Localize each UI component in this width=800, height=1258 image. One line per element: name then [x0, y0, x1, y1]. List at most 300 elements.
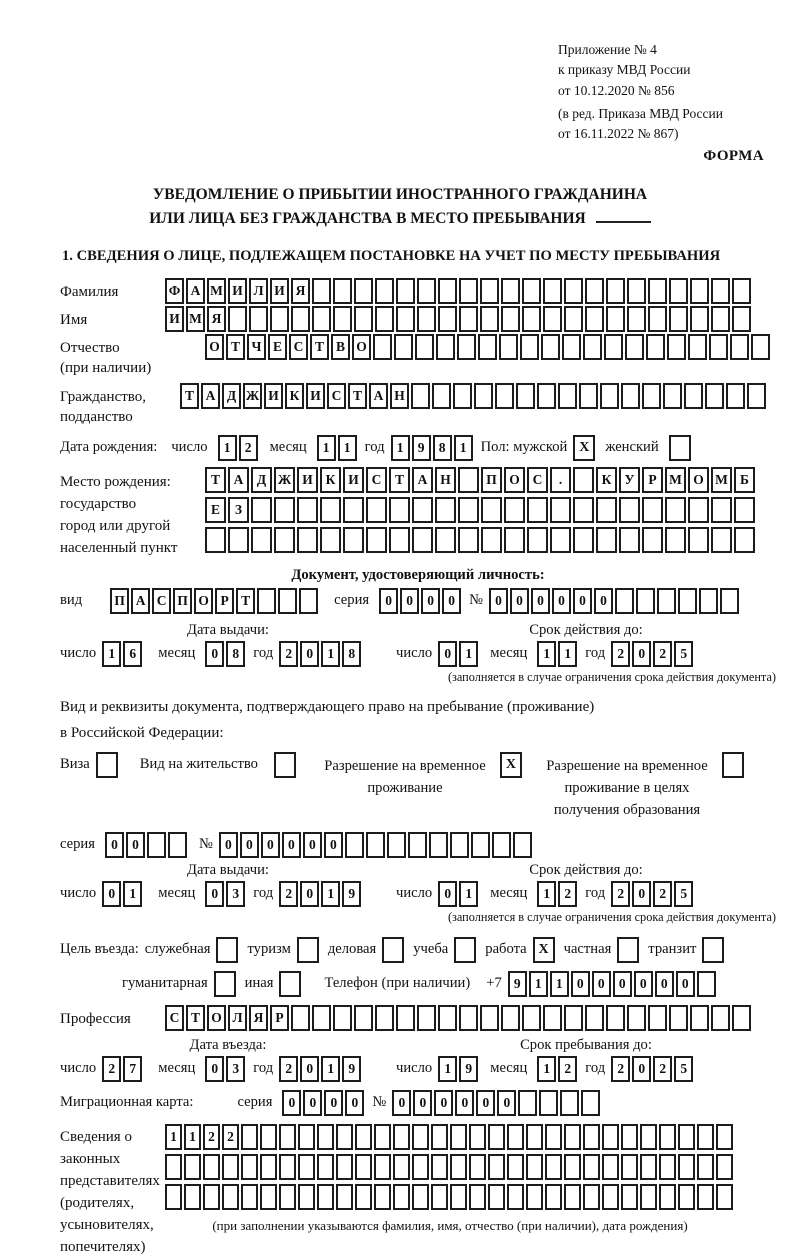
char-cell[interactable] — [697, 1154, 714, 1180]
char-cell[interactable] — [747, 383, 766, 409]
char-cell[interactable] — [333, 1005, 352, 1031]
birth-place-row2-cells[interactable] — [205, 497, 757, 523]
char-cell[interactable] — [438, 1005, 457, 1031]
char-cell[interactable]: 0 — [489, 588, 508, 614]
char-cell[interactable]: 2 — [611, 881, 630, 907]
purpose-tourism-checkbox[interactable] — [297, 937, 319, 963]
char-cell[interactable] — [469, 1184, 486, 1210]
char-cell[interactable] — [469, 1124, 486, 1150]
char-cell[interactable] — [279, 1154, 296, 1180]
char-cell[interactable]: 2 — [279, 641, 298, 667]
char-cell[interactable] — [345, 832, 364, 858]
char-cell[interactable]: 2 — [239, 435, 258, 461]
char-cell[interactable] — [573, 527, 594, 553]
purpose-private-checkbox[interactable] — [617, 937, 639, 963]
char-cell[interactable]: А — [369, 383, 388, 409]
char-cell[interactable]: 1 — [102, 641, 121, 667]
char-cell[interactable]: 0 — [421, 588, 440, 614]
char-cell[interactable] — [543, 306, 562, 332]
char-cell[interactable] — [480, 1005, 499, 1031]
char-cell[interactable]: Р — [270, 1005, 289, 1031]
char-cell[interactable] — [642, 383, 661, 409]
char-cell[interactable]: 9 — [342, 1056, 361, 1082]
char-cell[interactable]: 0 — [632, 641, 651, 667]
char-cell[interactable]: Ч — [247, 334, 266, 360]
char-cell[interactable] — [241, 1124, 258, 1150]
char-cell[interactable]: О — [207, 1005, 226, 1031]
char-cell[interactable]: 8 — [226, 641, 245, 667]
char-cell[interactable] — [526, 1184, 543, 1210]
char-cell[interactable] — [396, 278, 415, 304]
purpose-study-checkbox[interactable] — [454, 937, 476, 963]
char-cell[interactable]: Т — [236, 588, 255, 614]
char-cell[interactable] — [606, 306, 625, 332]
char-cell[interactable] — [459, 278, 478, 304]
char-cell[interactable] — [417, 306, 436, 332]
char-cell[interactable]: 0 — [497, 1090, 516, 1116]
char-cell[interactable] — [581, 1090, 600, 1116]
char-cell[interactable] — [312, 306, 331, 332]
char-cell[interactable] — [583, 1154, 600, 1180]
char-cell[interactable] — [585, 278, 604, 304]
char-cell[interactable]: 1 — [184, 1124, 201, 1150]
char-cell[interactable] — [458, 497, 479, 523]
char-cell[interactable]: Ж — [274, 467, 295, 493]
char-cell[interactable] — [389, 527, 410, 553]
char-cell[interactable] — [642, 527, 663, 553]
char-cell[interactable] — [241, 1154, 258, 1180]
char-cell[interactable] — [716, 1124, 733, 1150]
char-cell[interactable]: А — [228, 467, 249, 493]
char-cell[interactable] — [417, 1005, 436, 1031]
citizenship-cells[interactable] — [180, 383, 768, 409]
char-cell[interactable] — [636, 588, 655, 614]
char-cell[interactable] — [147, 832, 166, 858]
char-cell[interactable] — [203, 1184, 220, 1210]
char-cell[interactable] — [604, 334, 623, 360]
char-cell[interactable]: 8 — [433, 435, 452, 461]
stay-year-cells[interactable] — [611, 1056, 695, 1082]
char-cell[interactable]: 0 — [126, 832, 145, 858]
char-cell[interactable] — [412, 1184, 429, 1210]
char-cell[interactable] — [203, 1154, 220, 1180]
char-cell[interactable] — [374, 1184, 391, 1210]
char-cell[interactable] — [648, 278, 667, 304]
char-cell[interactable]: 0 — [613, 971, 632, 997]
char-cell[interactable]: Т — [226, 334, 245, 360]
char-cell[interactable] — [716, 1184, 733, 1210]
char-cell[interactable]: 0 — [592, 971, 611, 997]
residence-issue-month-cells[interactable] — [205, 881, 247, 907]
char-cell[interactable]: У — [619, 467, 640, 493]
char-cell[interactable]: О — [194, 588, 213, 614]
char-cell[interactable] — [320, 527, 341, 553]
char-cell[interactable]: 9 — [508, 971, 527, 997]
char-cell[interactable]: К — [596, 467, 617, 493]
birth-place-row3-cells[interactable] — [205, 527, 757, 553]
char-cell[interactable] — [585, 306, 604, 332]
char-cell[interactable] — [573, 467, 594, 493]
char-cell[interactable] — [165, 1184, 182, 1210]
char-cell[interactable]: 0 — [552, 588, 571, 614]
char-cell[interactable]: 1 — [454, 435, 473, 461]
char-cell[interactable] — [274, 497, 295, 523]
char-cell[interactable]: Л — [228, 1005, 247, 1031]
char-cell[interactable] — [274, 527, 295, 553]
char-cell[interactable] — [564, 306, 583, 332]
char-cell[interactable] — [480, 306, 499, 332]
char-cell[interactable]: 6 — [123, 641, 142, 667]
char-cell[interactable] — [669, 1005, 688, 1031]
char-cell[interactable]: 1 — [321, 1056, 340, 1082]
char-cell[interactable] — [458, 467, 479, 493]
char-cell[interactable] — [564, 1005, 583, 1031]
char-cell[interactable] — [621, 1124, 638, 1150]
char-cell[interactable]: 2 — [653, 1056, 672, 1082]
char-cell[interactable] — [705, 383, 724, 409]
char-cell[interactable]: М — [186, 306, 205, 332]
char-cell[interactable] — [492, 832, 511, 858]
char-cell[interactable]: 2 — [558, 881, 577, 907]
char-cell[interactable]: Р — [215, 588, 234, 614]
char-cell[interactable] — [526, 1124, 543, 1150]
char-cell[interactable]: 1 — [529, 971, 548, 997]
char-cell[interactable]: Т — [205, 467, 226, 493]
char-cell[interactable] — [688, 527, 709, 553]
char-cell[interactable]: 1 — [218, 435, 237, 461]
char-cell[interactable]: Б — [734, 467, 755, 493]
char-cell[interactable] — [564, 278, 583, 304]
char-cell[interactable] — [688, 497, 709, 523]
char-cell[interactable] — [438, 278, 457, 304]
char-cell[interactable]: 5 — [674, 881, 693, 907]
char-cell[interactable] — [697, 1184, 714, 1210]
char-cell[interactable]: 0 — [676, 971, 695, 997]
char-cell[interactable]: 1 — [165, 1124, 182, 1150]
char-cell[interactable] — [640, 1154, 657, 1180]
char-cell[interactable] — [699, 588, 718, 614]
char-cell[interactable] — [366, 497, 387, 523]
char-cell[interactable]: 1 — [537, 641, 556, 667]
char-cell[interactable] — [374, 1154, 391, 1180]
identity-valid-year-cells[interactable] — [611, 641, 695, 667]
char-cell[interactable] — [697, 1124, 714, 1150]
char-cell[interactable]: С — [152, 588, 171, 614]
char-cell[interactable] — [317, 1184, 334, 1210]
char-cell[interactable] — [518, 1090, 537, 1116]
char-cell[interactable] — [619, 497, 640, 523]
char-cell[interactable] — [602, 1154, 619, 1180]
char-cell[interactable] — [711, 1005, 730, 1031]
profession-cells[interactable] — [165, 1005, 753, 1031]
char-cell[interactable]: 0 — [240, 832, 259, 858]
char-cell[interactable]: Д — [251, 467, 272, 493]
char-cell[interactable] — [627, 278, 646, 304]
char-cell[interactable] — [278, 588, 297, 614]
char-cell[interactable] — [354, 306, 373, 332]
char-cell[interactable] — [602, 1184, 619, 1210]
char-cell[interactable]: К — [320, 467, 341, 493]
char-cell[interactable] — [606, 1005, 625, 1031]
char-cell[interactable] — [537, 383, 556, 409]
char-cell[interactable] — [355, 1154, 372, 1180]
char-cell[interactable] — [375, 1005, 394, 1031]
char-cell[interactable] — [678, 1184, 695, 1210]
temp-residence-permit-checkbox[interactable]: X — [500, 752, 522, 778]
char-cell[interactable] — [297, 527, 318, 553]
char-cell[interactable] — [499, 334, 518, 360]
char-cell[interactable] — [393, 1124, 410, 1150]
char-cell[interactable] — [435, 497, 456, 523]
char-cell[interactable] — [355, 1184, 372, 1210]
char-cell[interactable] — [184, 1154, 201, 1180]
char-cell[interactable] — [396, 306, 415, 332]
char-cell[interactable] — [450, 832, 469, 858]
char-cell[interactable] — [435, 527, 456, 553]
representatives-row3-cells[interactable] — [165, 1184, 735, 1210]
char-cell[interactable]: 0 — [632, 881, 651, 907]
char-cell[interactable] — [205, 527, 226, 553]
birth-place-row1-cells[interactable] — [205, 467, 757, 493]
entry-month-cells[interactable] — [205, 1056, 247, 1082]
char-cell[interactable] — [375, 278, 394, 304]
char-cell[interactable] — [478, 334, 497, 360]
char-cell[interactable] — [545, 1124, 562, 1150]
char-cell[interactable]: 2 — [611, 1056, 630, 1082]
char-cell[interactable]: И — [297, 467, 318, 493]
doc-series-cells[interactable] — [379, 588, 463, 614]
char-cell[interactable] — [659, 1124, 676, 1150]
char-cell[interactable]: 1 — [391, 435, 410, 461]
char-cell[interactable]: 0 — [379, 588, 398, 614]
char-cell[interactable] — [522, 278, 541, 304]
char-cell[interactable] — [504, 527, 525, 553]
migration-number-cells[interactable] — [392, 1090, 602, 1116]
char-cell[interactable] — [480, 278, 499, 304]
char-cell[interactable] — [228, 527, 249, 553]
char-cell[interactable]: 0 — [282, 832, 301, 858]
char-cell[interactable]: О — [352, 334, 371, 360]
char-cell[interactable] — [343, 497, 364, 523]
char-cell[interactable] — [543, 1005, 562, 1031]
char-cell[interactable]: О — [205, 334, 224, 360]
char-cell[interactable]: С — [527, 467, 548, 493]
char-cell[interactable]: 1 — [321, 641, 340, 667]
char-cell[interactable] — [711, 278, 730, 304]
char-cell[interactable]: 0 — [413, 1090, 432, 1116]
char-cell[interactable] — [431, 1124, 448, 1150]
char-cell[interactable]: 0 — [345, 1090, 364, 1116]
char-cell[interactable] — [573, 497, 594, 523]
char-cell[interactable] — [621, 1154, 638, 1180]
char-cell[interactable] — [412, 497, 433, 523]
char-cell[interactable] — [457, 334, 476, 360]
char-cell[interactable] — [394, 334, 413, 360]
char-cell[interactable] — [355, 1124, 372, 1150]
char-cell[interactable] — [389, 497, 410, 523]
char-cell[interactable] — [545, 1184, 562, 1210]
purpose-other-checkbox[interactable] — [279, 971, 301, 997]
patronymic-cells[interactable] — [205, 334, 772, 360]
char-cell[interactable] — [678, 1124, 695, 1150]
char-cell[interactable] — [716, 1154, 733, 1180]
char-cell[interactable] — [583, 1184, 600, 1210]
char-cell[interactable] — [648, 1005, 667, 1031]
char-cell[interactable] — [646, 334, 665, 360]
char-cell[interactable]: И — [306, 383, 325, 409]
char-cell[interactable] — [495, 383, 514, 409]
char-cell[interactable] — [312, 278, 331, 304]
char-cell[interactable] — [564, 1124, 581, 1150]
char-cell[interactable] — [257, 588, 276, 614]
char-cell[interactable] — [375, 306, 394, 332]
char-cell[interactable]: 2 — [558, 1056, 577, 1082]
char-cell[interactable] — [459, 1005, 478, 1031]
char-cell[interactable]: 2 — [102, 1056, 121, 1082]
purpose-work-checkbox[interactable]: X — [533, 937, 555, 963]
char-cell[interactable] — [583, 1124, 600, 1150]
char-cell[interactable]: 1 — [550, 971, 569, 997]
char-cell[interactable] — [663, 383, 682, 409]
char-cell[interactable] — [522, 306, 541, 332]
char-cell[interactable]: 0 — [655, 971, 674, 997]
char-cell[interactable] — [678, 1154, 695, 1180]
char-cell[interactable]: 0 — [434, 1090, 453, 1116]
char-cell[interactable] — [333, 306, 352, 332]
char-cell[interactable]: Е — [268, 334, 287, 360]
doc-kind-cells[interactable] — [110, 588, 320, 614]
residence-series-cells[interactable] — [105, 832, 189, 858]
char-cell[interactable] — [481, 527, 502, 553]
char-cell[interactable] — [222, 1154, 239, 1180]
stay-day-cells[interactable] — [438, 1056, 480, 1082]
char-cell[interactable] — [450, 1154, 467, 1180]
char-cell[interactable]: 0 — [300, 1056, 319, 1082]
char-cell[interactable] — [711, 306, 730, 332]
char-cell[interactable] — [320, 497, 341, 523]
char-cell[interactable] — [606, 278, 625, 304]
char-cell[interactable] — [297, 497, 318, 523]
char-cell[interactable] — [417, 278, 436, 304]
char-cell[interactable]: 0 — [510, 588, 529, 614]
char-cell[interactable]: 1 — [338, 435, 357, 461]
char-cell[interactable] — [411, 383, 430, 409]
char-cell[interactable] — [228, 306, 247, 332]
char-cell[interactable]: Р — [642, 467, 663, 493]
char-cell[interactable]: 0 — [324, 832, 343, 858]
char-cell[interactable] — [751, 334, 770, 360]
char-cell[interactable] — [412, 527, 433, 553]
char-cell[interactable] — [488, 1154, 505, 1180]
stay-month-cells[interactable] — [537, 1056, 579, 1082]
char-cell[interactable]: 0 — [102, 881, 121, 907]
char-cell[interactable] — [481, 497, 502, 523]
representatives-row1-cells[interactable] — [165, 1124, 735, 1150]
char-cell[interactable]: 0 — [205, 881, 224, 907]
char-cell[interactable] — [732, 278, 751, 304]
char-cell[interactable]: Т — [180, 383, 199, 409]
char-cell[interactable] — [298, 1184, 315, 1210]
char-cell[interactable] — [678, 588, 697, 614]
char-cell[interactable]: О — [504, 467, 525, 493]
doc-number-cells[interactable] — [489, 588, 741, 614]
char-cell[interactable]: Т — [310, 334, 329, 360]
char-cell[interactable] — [688, 334, 707, 360]
char-cell[interactable]: 0 — [105, 832, 124, 858]
char-cell[interactable] — [669, 306, 688, 332]
char-cell[interactable] — [665, 527, 686, 553]
char-cell[interactable] — [291, 1005, 310, 1031]
char-cell[interactable]: И — [228, 278, 247, 304]
char-cell[interactable] — [621, 383, 640, 409]
char-cell[interactable] — [354, 278, 373, 304]
char-cell[interactable] — [526, 1154, 543, 1180]
char-cell[interactable]: Т — [389, 467, 410, 493]
birth-day-cells[interactable] — [218, 435, 260, 461]
char-cell[interactable] — [541, 334, 560, 360]
sex-female-checkbox[interactable] — [669, 435, 691, 461]
char-cell[interactable] — [387, 832, 406, 858]
char-cell[interactable]: 0 — [261, 832, 280, 858]
sex-male-checkbox[interactable]: X — [573, 435, 595, 461]
char-cell[interactable]: 1 — [459, 881, 478, 907]
char-cell[interactable] — [627, 1005, 646, 1031]
char-cell[interactable] — [640, 1124, 657, 1150]
char-cell[interactable]: Н — [435, 467, 456, 493]
char-cell[interactable] — [168, 832, 187, 858]
char-cell[interactable] — [550, 497, 571, 523]
char-cell[interactable]: А — [201, 383, 220, 409]
char-cell[interactable] — [564, 1184, 581, 1210]
entry-day-cells[interactable] — [102, 1056, 144, 1082]
char-cell[interactable]: А — [131, 588, 150, 614]
char-cell[interactable] — [459, 306, 478, 332]
char-cell[interactable]: А — [412, 467, 433, 493]
char-cell[interactable] — [393, 1154, 410, 1180]
char-cell[interactable]: 1 — [317, 435, 336, 461]
char-cell[interactable]: 9 — [342, 881, 361, 907]
char-cell[interactable] — [697, 971, 716, 997]
char-cell[interactable] — [621, 1184, 638, 1210]
char-cell[interactable] — [299, 588, 318, 614]
identity-issue-month-cells[interactable] — [205, 641, 247, 667]
char-cell[interactable] — [458, 527, 479, 553]
char-cell[interactable] — [539, 1090, 558, 1116]
char-cell[interactable]: М — [711, 467, 732, 493]
char-cell[interactable]: 9 — [459, 1056, 478, 1082]
char-cell[interactable]: 0 — [442, 588, 461, 614]
char-cell[interactable] — [412, 1124, 429, 1150]
char-cell[interactable] — [317, 1124, 334, 1150]
char-cell[interactable]: 1 — [558, 641, 577, 667]
char-cell[interactable]: К — [285, 383, 304, 409]
char-cell[interactable] — [690, 306, 709, 332]
char-cell[interactable]: 1 — [537, 1056, 556, 1082]
char-cell[interactable] — [450, 1124, 467, 1150]
char-cell[interactable]: 1 — [321, 881, 340, 907]
char-cell[interactable] — [222, 1184, 239, 1210]
char-cell[interactable] — [596, 497, 617, 523]
char-cell[interactable]: Н — [390, 383, 409, 409]
char-cell[interactable] — [488, 1124, 505, 1150]
residence-issue-day-cells[interactable] — [102, 881, 144, 907]
char-cell[interactable]: 0 — [205, 641, 224, 667]
char-cell[interactable] — [450, 1184, 467, 1210]
char-cell[interactable] — [374, 1124, 391, 1150]
char-cell[interactable]: П — [173, 588, 192, 614]
purpose-official-checkbox[interactable] — [216, 937, 238, 963]
char-cell[interactable] — [520, 334, 539, 360]
